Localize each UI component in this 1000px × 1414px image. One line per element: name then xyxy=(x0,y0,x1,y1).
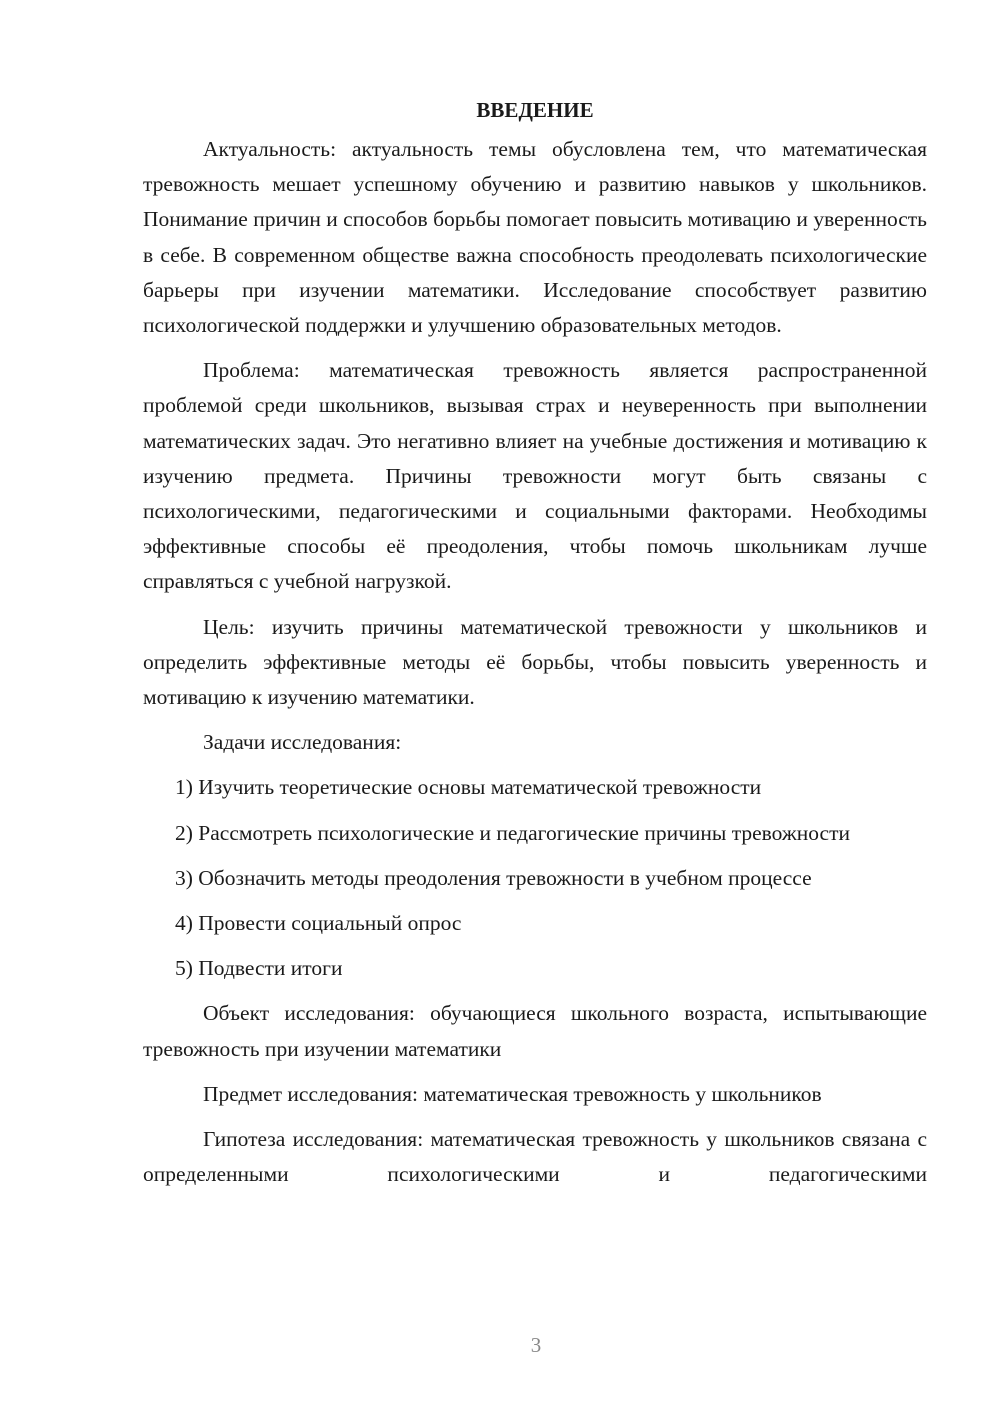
task-item-3: 3) Обозначить методы преодоления тревожности в учебном процессе xyxy=(175,865,812,890)
section-title: ВВЕДЕНИЕ xyxy=(476,98,594,122)
page-number: 3 xyxy=(530,1333,542,1357)
task-item-4: 4) Провести социальный опрос xyxy=(175,911,462,936)
paragraph-object: Объект исследования: обучающиеся школьного возраста, испытывающие тревожность при изучении математики xyxy=(143,1001,927,1061)
task-item-1: 1) Изучить теоретические основы математической тревожности xyxy=(175,775,762,800)
task-item-2: 2) Рассмотреть психологические и педагогические причины тревожности xyxy=(175,820,850,845)
paragraph-goal: Цель: изучить причины математической тревожности у школьников и определить эффективные методы её борьбы, чтобы повысить уверенность и мотивацию к изучению математики. xyxy=(143,614,927,710)
paragraph-tasks-heading: Задачи исследования: xyxy=(203,730,402,755)
paragraph-problem: Проблема: математическая тревожность является распространенной проблемой среди школьников, вызывая страх и неуверенность при выполнении математических задач. Это негативно влияет на учебные достижения и мотивацию к изучению предмета. Причины тревожности могут быть связаны с психологическими, педагогическими и социальными факторами. Необходимы эффективные способы её преодоления, чтобы помочь школьникам лучше справляться с учебной нагрузкой. xyxy=(143,358,927,594)
task-item-5: 5) Подвести итоги xyxy=(175,956,343,981)
paragraph-hypothesis: Гипотеза исследования: математическая тревожность у школьников связана с определенными психологическими и педагогическими xyxy=(143,1127,927,1187)
paragraph-subject: Предмет исследования: математическая тревожность у школьников xyxy=(203,1081,822,1106)
document-body xyxy=(143,93,927,1202)
paragraph-relevance: Актуальность: актуальность темы обусловлена тем, что математическая тревожность мешает успешному обучению и развитию навыков у школьников. Понимание причин и способов борьбы помогает повысить мотивацию и уверенность в себе. В современном обществе важна способность преодолевать психологические барьеры при изучении математики. Исследование способствует развитию психологической поддержки и улучшению образовательных методов. xyxy=(143,137,927,338)
